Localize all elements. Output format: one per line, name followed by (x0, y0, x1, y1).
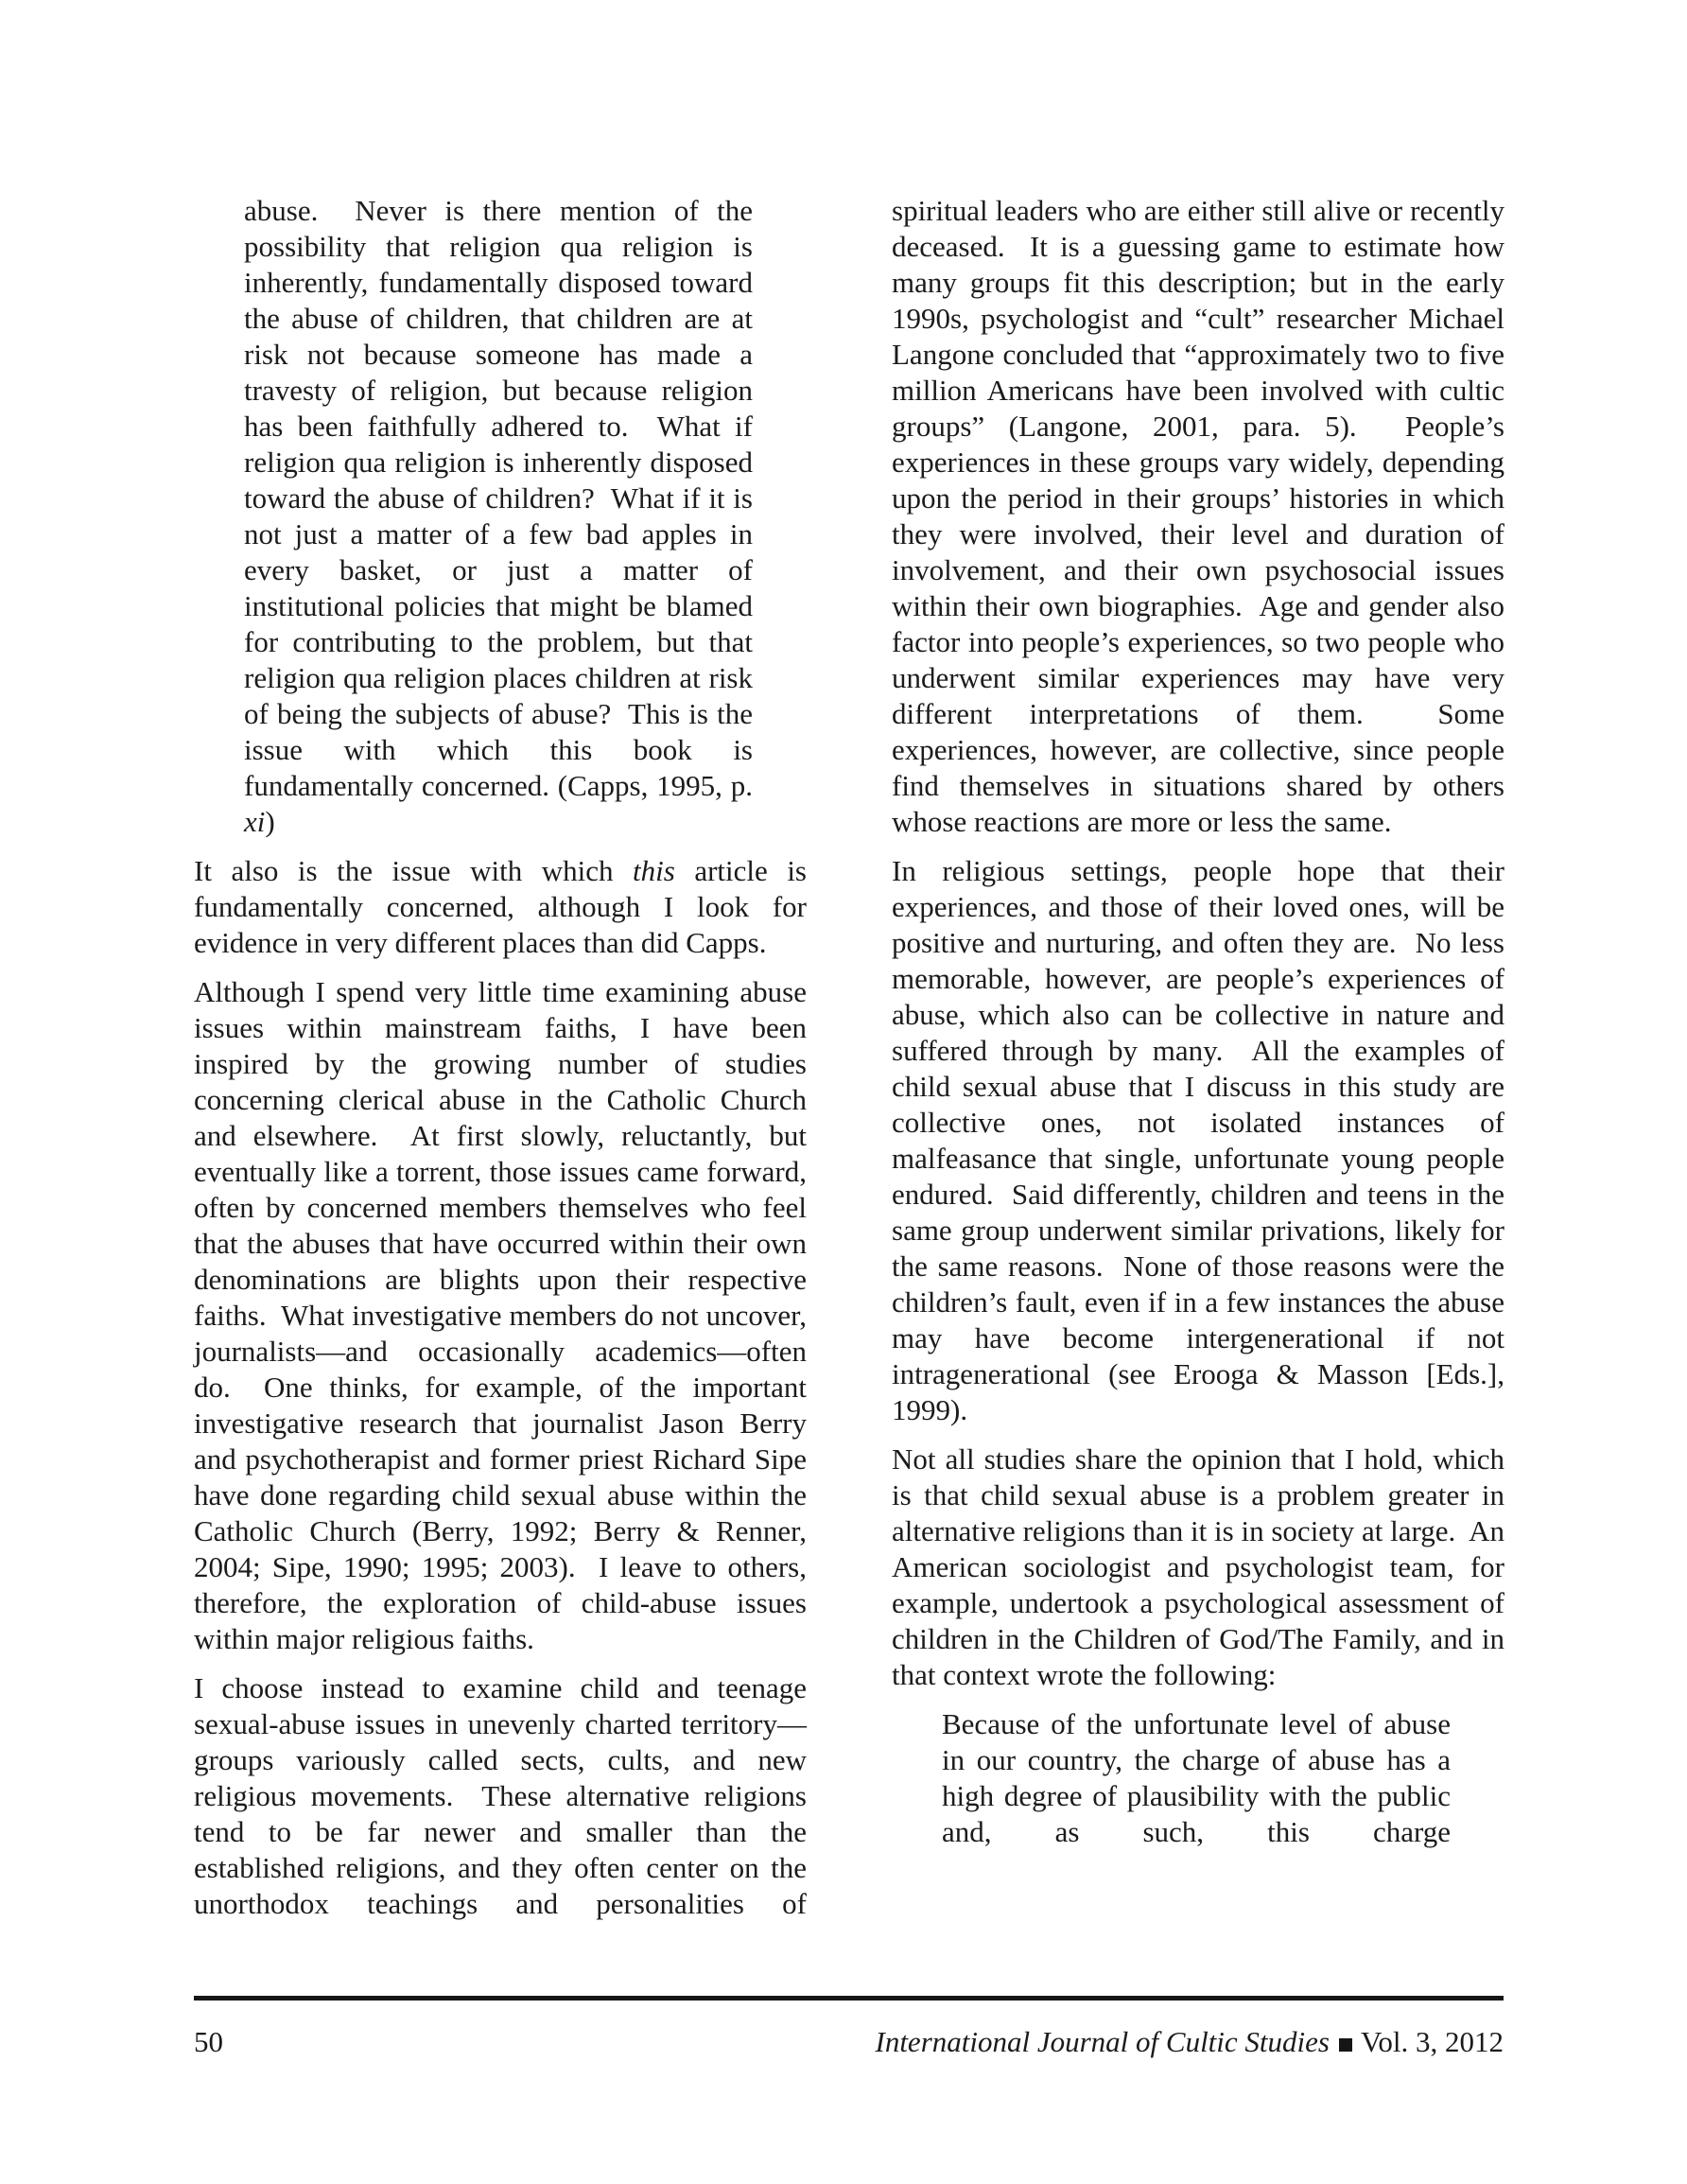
quote-cite-page: xi (244, 805, 266, 838)
journal-volume: Vol. 3, 2012 (1360, 2025, 1504, 2058)
quote-text: abuse. Never is there mention of the possibility that religion qua religion is inherently, fundamentally disposed toward the abuse of children, that children are at risk not because someone has made a travesty of religion, but because religion has been faithfully adhered to. What if religion qua religion is inherently disposed toward the abuse of children? What if it is not just a matter of a few bad apples in every basket, or just a matter of institutional policies that might be blamed for contributing to the problem, but that religion qua religion places children at risk of being the subjects of abuse? This is the issue with which this book is fundamentally concerned. (Capps, 1995, p. (244, 194, 753, 802)
paragraph-text: article is fundamentally concerned, although I look for evidence in very different places than did Capps. (194, 854, 807, 959)
journal-title: International Journal of Cultic Studies (875, 2025, 1330, 2058)
paragraph-in-religious-settings: In religious settings, people hope that their experiences, and those of their loved ones, will be positive and nurturing, and often they are. No less memorable, however, are people’s experiences of abuse, which also can be collective in nature and suffered through by many. All the examples of child sexual abuse that I discuss in this study are collective ones, not isolated instances of malfeasance that single, unfortunate young people endured. Said differently, children and teens in the same group underwent similar privations, likely for the same reasons. None of those reasons were the children’s fault, even if in a few instances the abuse may have become intergenerational if not intragenerational (see Erooga & Masson [Eds.], 1999). (892, 854, 1504, 1426)
journal-reference (876, 2024, 1504, 2060)
paragraph-spiritual-leaders: spiritual leaders who are either still alive or recently deceased. It is a guessing game to estimate how many groups fit this description; but in the early 1990s, psychologist and “cult” researcher Michael Langone concluded that “approximately two to five million Americans have been involved with cultic groups” (Langone, 2001, para. 5). People’s experiences in these groups vary widely, depending upon the period in their groups’ histories in which they were involved, their level and duration of involvement, and their own psychosocial issues within their own biographies. Age and gender also factor into people’s experiences, so two people who underwent similar experiences may have very different interpretations of them. Some experiences, however, are collective, since people find themselves in situations shared by others whose reactions are more or less the same. (892, 194, 1504, 838)
right-column (892, 193, 1504, 1850)
quote-closing-paren: ) (265, 805, 275, 838)
footer-divider-rule (194, 1996, 1504, 2001)
capps-block-quote (244, 193, 753, 840)
family-block-quote: Because of the unfortunate level of abuse in our country, the charge of abuse has a high degree of plausibility with the public and, as such, this charge (942, 1707, 1451, 1848)
paragraph-not-all-studies: Not all studies share the opinion that I hold, which is that child sexual abuse is a problem greater in alternative religions than it is in society at large. An American sociologist and psychologist team, for example, undertook a psychological assessment of children in the Children of God/The Family, and in that context wrote the following: (892, 1442, 1504, 1691)
left-column (194, 193, 807, 1922)
page-footer (194, 2024, 1504, 2060)
paragraph-although: Although I spend very little time examining abuse issues within mainstream faiths, I have been inspired by the growing number of studies concerning clerical abuse in the Catholic Church and elsewhere. At first slowly, reluctantly, but eventually like a torrent, those issues came forward, often by concerned members themselves who feel that the abuses that have occurred within their own denominations are blights upon their respective faiths. What investigative members do not uncover, journalists—and occasionally academics—often do. One thinks, for example, of the important investigative research that journalist Jason Berry and psychotherapist and former priest Richard Sipe have done regarding child sexual abuse within the Catholic Church (Berry, 1992; Berry & Renner, 2004; Sipe, 1990; 1995; 2003). I leave to others, therefore, the exploration of child-abuse issues within major religious faiths. (194, 975, 807, 1655)
paragraph-it-also (194, 853, 807, 961)
paragraph-i-choose: I choose instead to examine child and teenage sexual-abuse issues in unevenly charted territory—groups variously called sects, cults, and new religious movements. These alternative religions tend to be far newer and smaller than the established religions, and they often center on the unorthodox teachings and personalities of (194, 1671, 807, 1920)
square-bullet-icon (1339, 2038, 1352, 2052)
italic-word-this: this (633, 854, 675, 887)
page-number: 50 (194, 2025, 223, 2058)
paragraph-text: It also is the issue with which (194, 854, 634, 887)
